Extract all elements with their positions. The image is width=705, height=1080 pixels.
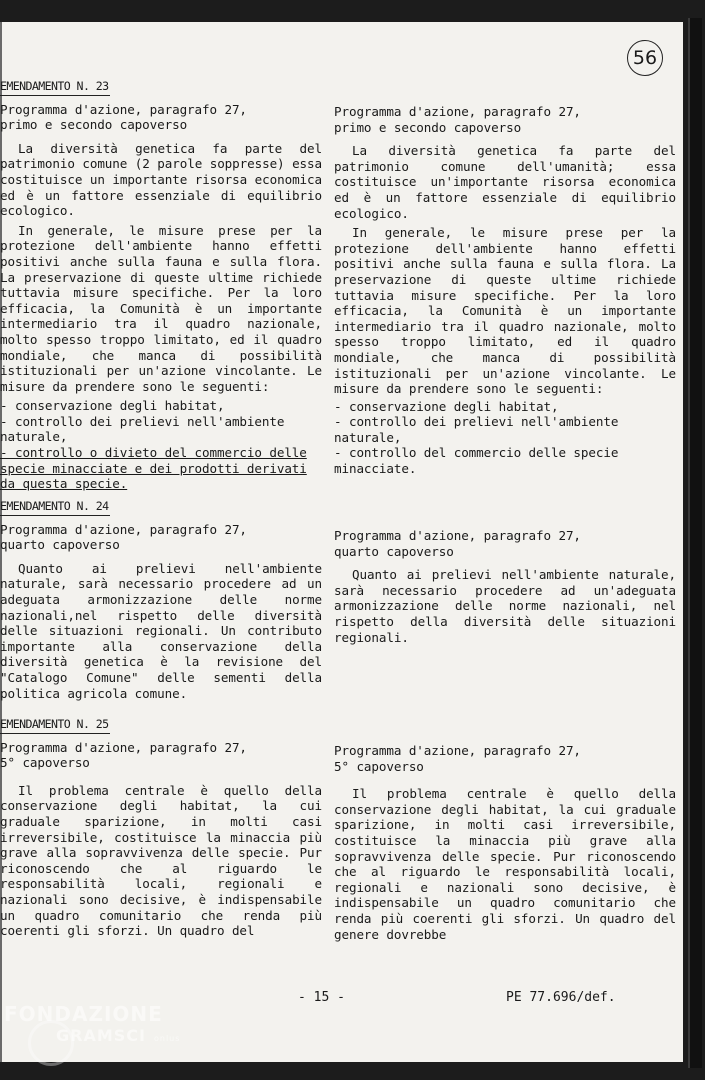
amendment-title: EMENDAMENTO N. 25 <box>0 717 110 734</box>
paragraph: Quanto ai prelievi nell'ambiente naturale, sarà necessario procedere ad un'adeguata armonizzazione delle norme nazionali, nel rispetto della diversità delle situazioni regionali. <box>334 567 676 645</box>
amendment-24-left <box>0 498 322 701</box>
list-item: - controllo del commercio delle specie minacciate. <box>334 445 619 477</box>
list-item: - controllo dei prelievi nell'ambiente naturale, <box>334 414 619 445</box>
amendment-25-left <box>0 716 322 939</box>
reference-line: primo e secondo capoverso <box>334 119 522 135</box>
watermark-sub: onlus <box>153 1034 181 1043</box>
footer-page-number: - 15 - <box>298 990 345 1005</box>
amendment-25-right <box>334 743 676 942</box>
reference-line: Programma d'azione, paragrafo 27, <box>334 104 581 119</box>
binder-edge <box>688 18 702 1068</box>
list-item: - controllo o divieto del commercio delle specie minacciate e dei prodotti derivati da questa specie. <box>0 445 307 492</box>
watermark-line-2 <box>4 1026 180 1045</box>
page-stamp: 56 <box>627 40 663 76</box>
footer-reference: PE 77.696/def. <box>506 990 616 1005</box>
reference-line: Programma d'azione, paragrafo 27, <box>0 739 247 755</box>
amendment-23-left <box>0 78 322 492</box>
list-item: - conservazione degli habitat, <box>0 398 225 414</box>
measures-list <box>0 398 322 492</box>
paragraph: La diversità genetica fa parte del patrimonio comune dell'umanità; essa costituisce un'importante risorsa economica ed è un fattore essenziale di equilibrio ecologico. <box>334 143 676 221</box>
reference-line: Programma d'azione, paragrafo 27, <box>0 101 247 117</box>
paragraph: Il problema centrale è quello della conservazione degli habitat, la cui graduale sparizione, in molti casi irreversibile, costituisce la minaccia più grave alla sopravvivenza delle specie. Pur riconoscendo che al riguardo le responsabilità locali, regionali e nazionali sono decisive, è indispensabile un quadro comunitario che renda più coerenti gli sforzi. Un quadro del genere dovrebbe <box>334 786 676 942</box>
paragraph: In generale, le misure prese per la protezione dell'ambiente hanno effetti positivi anche sulla fauna e sulla flora. La preservazione di queste ultime richiede tuttavia misure specifiche. Per la loro efficacia, la Comunità è un importante intermediario tra il quadro nazionale, molto spesso troppo limitato, ed il quadro mondiale, che manca di possibilità istituzionali per un'azione vincolante. Le misure da prendere sono le seguenti: <box>334 225 676 397</box>
reference-line: quarto capoverso <box>0 537 120 553</box>
reference-line: 5° capoverso <box>0 755 90 771</box>
paragraph: In generale, le misure prese per la protezione dell'ambiente hanno effetti positivi anche sulla fauna e sulla flora. La preservazione di queste ultime richiede tuttavia misure specifiche. Per la loro efficacia, la Comunità è un importante intermediario tra il quadro nazionale, molto spesso troppo limitato, ed il quadro mondiale, che manca di possibilità istituzionali per un'azione vincolante. Le misure da prendere sono le seguenti: <box>0 222 322 394</box>
watermark-line-1: FONDAZIONE <box>4 1002 163 1026</box>
paragraph: Quanto ai prelievi nell'ambiente naturale, sarà necessario procedere ad un adeguata armonizzazione delle norme nazionali,nel rispetto delle diversità delle situazioni regionali. Un contributo importante alla conservazione della diversità genetica è la revisione del "Catalogo Comune" delle sementi della politica agricola comune. <box>0 560 322 701</box>
watermark <box>4 1002 180 1045</box>
measures-list <box>334 399 676 477</box>
reference-line: quarto capoverso <box>334 543 454 559</box>
paragraph: La diversità genetica fa parte del patrimonio comune (2 parole soppresse) essa costituisce un importante risorsa economica ed è un fattore essenziale di equilibrio ecologico. <box>0 140 322 219</box>
paragraph: Il problema centrale è quello della conservazione degli habitat, la cui graduale sparizione, in molti casi irreversibile, costituisce la minaccia più grave alla sopravvivenza delle specie. Pur riconoscendo che al riguardo le responsabilità locali, regionali e nazionali sono decisive, è indispensabile un quadro comunitario che renda più coerenti gli sforzi. Un quadro del <box>0 782 322 939</box>
reference-line: Programma d'azione, paragrafo 27, <box>334 528 581 543</box>
list-item: - controllo dei prelievi nell'ambiente naturale, <box>0 413 285 445</box>
reference-line: primo e secondo capoverso <box>0 117 188 133</box>
reference-line: Programma d'azione, paragrafo 27, <box>334 743 581 758</box>
reference-line: 5° capoverso <box>334 758 424 774</box>
amendment-24-right <box>334 528 676 645</box>
amendment-title: EMENDAMENTO N. 23 <box>0 79 110 96</box>
list-item: - conservazione degli habitat, <box>334 398 559 414</box>
amendment-23-right <box>334 104 676 477</box>
reference-line: Programma d'azione, paragrafo 27, <box>0 521 247 537</box>
watermark-name: GRAMSCI <box>56 1026 146 1045</box>
amendment-title: EMENDAMENTO N. 24 <box>0 499 110 516</box>
